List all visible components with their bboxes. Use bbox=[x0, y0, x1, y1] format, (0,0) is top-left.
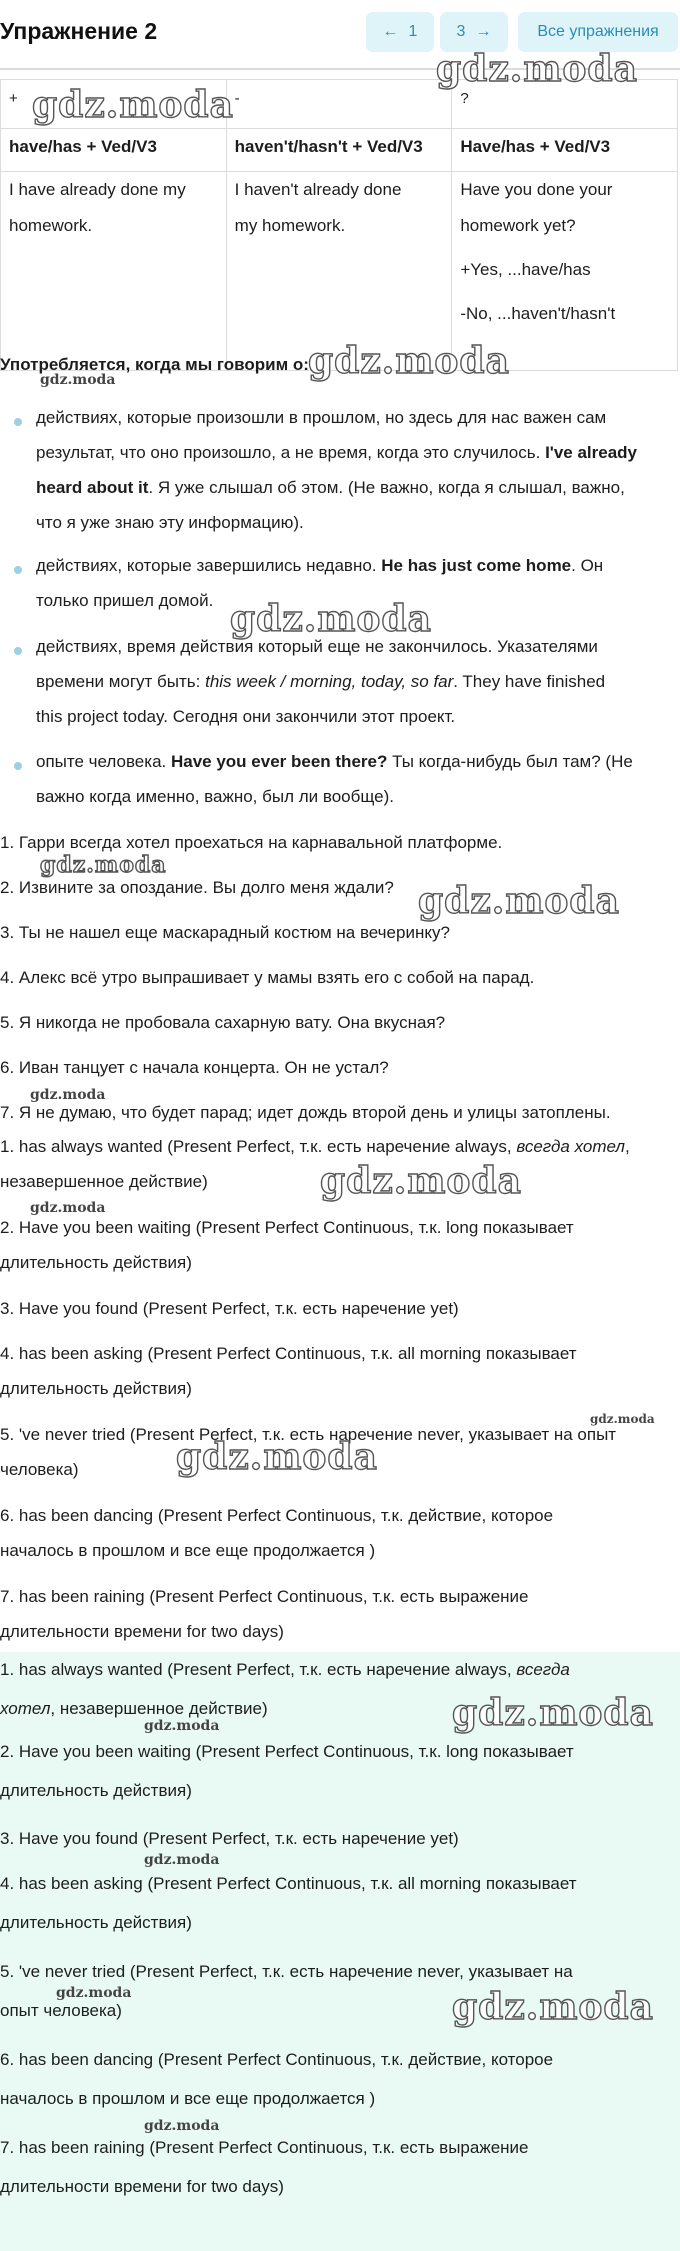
table-cell-question: Have you done your homework yet? +Yes, ...have/has -No, ...haven't/hasn't bbox=[452, 172, 678, 371]
answer-6-line-1: 6. has been dancing (Present Perfect Continuous, т.к. действие, которое bbox=[0, 1506, 554, 1525]
all-exercises-button[interactable] bbox=[518, 12, 678, 52]
table-symbol-negative: - bbox=[226, 80, 452, 129]
sentence-1: 1. Гарри всегда хотел проехаться на карнавальной платформе. bbox=[0, 833, 503, 852]
usage-item-1-line-1: действиях, которые произошли в прошлом, но здесь для нас важен сам bbox=[36, 408, 607, 427]
watermark: gdz.moda bbox=[452, 1692, 654, 1734]
watermark: gdz.moda bbox=[32, 84, 234, 126]
bullet-dot bbox=[14, 566, 22, 574]
bullet-dot bbox=[14, 418, 22, 426]
sentence-4: 4. Алекс всё утро выпрашивает у мамы взять его с собой на парад. bbox=[0, 968, 535, 987]
answer-5-line-1: 5. 've never tried (Present Perfect, т.к. есть наречение never, указывает на опыт bbox=[0, 1425, 617, 1444]
table-symbol-question: ? bbox=[452, 80, 678, 129]
watermark: gdz.moda bbox=[56, 1985, 132, 2001]
green-answer-3-line-1: 3. Have you found (Present Perfect, т.к. есть наречение yet) bbox=[0, 1829, 459, 1848]
next-exercise-button[interactable] bbox=[440, 12, 508, 52]
usage-item-3-line-3: this project today. Сегодня они закончили этот проект. bbox=[36, 707, 456, 726]
watermark: gdz.moda bbox=[176, 1436, 378, 1478]
prev-exercise-label: 1 bbox=[408, 23, 418, 40]
all-exercises-label: Все упражнения bbox=[537, 23, 659, 40]
sentence-6: 6. Иван танцует с начала концерта. Он не устал? bbox=[0, 1058, 389, 1077]
usage-item-4-line-1: опыте человека. Have you ever been there? Ты когда-нибудь был там? (Не bbox=[36, 752, 633, 771]
answer-5-line-2: человека) bbox=[0, 1460, 79, 1479]
answer-6-line-2: началось в прошлом и все еще продолжается ) bbox=[0, 1541, 376, 1560]
usage-item-3-line-2: времени могут быть: this week / morning, today, so far. They have finished bbox=[36, 672, 606, 691]
next-exercise-label: 3 bbox=[456, 23, 466, 40]
answer-7-line-2: длительности времени for two days) bbox=[0, 1622, 284, 1641]
green-answer-6-line-2: началось в прошлом и все еще продолжается ) bbox=[0, 2089, 376, 2108]
green-answer-1-line-2: хотел, незавершенное действие) bbox=[0, 1699, 268, 1718]
prev-exercise-button[interactable] bbox=[366, 12, 434, 52]
answer-2-line-1: 2. Have you been waiting (Present Perfect Continuous, т.к. long показывает bbox=[0, 1218, 574, 1237]
watermark: gdz.moda bbox=[40, 372, 116, 388]
table-header-negative: haven't/hasn't + Ved/V3 bbox=[226, 129, 452, 172]
watermark: gdz.moda bbox=[144, 1852, 220, 1868]
watermark: gdz.moda bbox=[144, 2118, 220, 2134]
green-answer-7-line-2: длительности времени for two days) bbox=[0, 2177, 284, 2196]
green-answer-5-line-1: 5. 've never tried (Present Perfect, т.к. есть наречение never, указывает на bbox=[0, 1962, 573, 1981]
bullet-dot bbox=[14, 762, 22, 770]
watermark: gdz.moda bbox=[308, 340, 510, 382]
answer-4-line-2: длительность действия) bbox=[0, 1379, 192, 1398]
watermark: gdz.moda bbox=[320, 1160, 522, 1202]
usage-item-3-line-1: действиях, время действия который еще не закончилось. Указателями bbox=[36, 637, 598, 656]
table-header-positive: have/has + Ved/V3 bbox=[1, 129, 227, 172]
usage-item-2-line-1: действиях, которые завершились недавно. He has just come home. Он bbox=[36, 556, 604, 575]
usage-item-1-line-2: результат, что оно произошло, а не время, когда это случилось. I've already bbox=[36, 443, 638, 462]
answer-4-line-1: 4. has been asking (Present Perfect Continuous, т.к. all morning показывает bbox=[0, 1344, 577, 1363]
usage-item-1-line-4: что я уже знаю эту информацию). bbox=[36, 513, 304, 532]
table-header-question: Have/has + Ved/V3 bbox=[452, 129, 678, 172]
green-answer-2-line-2: длительность действия) bbox=[0, 1781, 192, 1800]
table-cell-negative: I haven't already done my homework. bbox=[226, 172, 452, 371]
page-title: Упражнение 2 bbox=[0, 18, 158, 44]
sentence-5: 5. Я никогда не пробовала сахарную вату. Она вкусная? bbox=[0, 1013, 446, 1032]
usage-item-1-line-3: heard about it. Я уже слышал об этом. (Не важно, когда я слышал, важно, bbox=[36, 478, 625, 497]
green-answer-1-line-1: 1. has always wanted (Present Perfect, т.к. есть наречение always, всегда bbox=[0, 1660, 570, 1679]
green-answer-2-line-1: 2. Have you been waiting (Present Perfect Continuous, т.к. long показывает bbox=[0, 1742, 574, 1761]
watermark: gdz.moda bbox=[230, 598, 432, 640]
answer-7-line-1: 7. has been raining (Present Perfect Continuous, т.к. есть выражение bbox=[0, 1587, 529, 1606]
watermark: gdz.moda bbox=[30, 1087, 106, 1103]
usage-item-2-line-2: только пришел домой. bbox=[36, 591, 214, 610]
watermark: gdz.moda bbox=[436, 48, 638, 90]
answer-3-line-1: 3. Have you found (Present Perfect, т.к. есть наречение yet) bbox=[0, 1299, 459, 1318]
green-answer-7-line-1: 7. has been raining (Present Perfect Continuous, т.к. есть выражение bbox=[0, 2138, 529, 2157]
arrow-left-icon: ← bbox=[382, 23, 399, 40]
sentence-3: 3. Ты не нашел еще маскарадный костюм на вечеринку? bbox=[0, 923, 450, 942]
watermark: gdz.moda bbox=[590, 1412, 655, 1426]
arrow-right-icon: → bbox=[475, 23, 492, 40]
watermark: gdz.moda bbox=[452, 1986, 654, 2028]
watermark: gdz.moda bbox=[40, 852, 167, 878]
watermark: gdz.moda bbox=[144, 1718, 220, 1734]
answer-1-line-1: 1. has always wanted (Present Perfect, т.к. есть наречение always, всегда хотел, bbox=[0, 1137, 630, 1156]
usage-item-4-line-2: важно когда именно, важно, был ли вообще). bbox=[36, 787, 394, 806]
green-answer-4-line-2: длительность действия) bbox=[0, 1913, 192, 1932]
green-answer-5-line-2: опыт человека) bbox=[0, 2001, 122, 2020]
green-answer-4-line-1: 4. has been asking (Present Perfect Continuous, т.к. all morning показывает bbox=[0, 1874, 577, 1893]
answer-2-line-2: длительность действия) bbox=[0, 1253, 192, 1272]
watermark: gdz.moda bbox=[418, 880, 620, 922]
sentence-2: 2. Извините за опоздание. Вы долго меня ждали? bbox=[0, 878, 394, 897]
table-cell-positive: I have already done my homework. bbox=[1, 172, 227, 371]
watermark: gdz.moda bbox=[30, 1200, 106, 1216]
sentence-7: 7. Я не думаю, что будет парад; идет дождь второй день и улицы затоплены. bbox=[0, 1103, 611, 1122]
green-answer-6-line-1: 6. has been dancing (Present Perfect Continuous, т.к. действие, которое bbox=[0, 2050, 554, 2069]
usage-intro: Употребляется, когда мы говорим о: bbox=[0, 355, 309, 374]
bullet-dot bbox=[14, 647, 22, 655]
answer-1-line-2: незавершенное действие) bbox=[0, 1172, 208, 1191]
table-symbol-positive: + bbox=[1, 80, 227, 129]
